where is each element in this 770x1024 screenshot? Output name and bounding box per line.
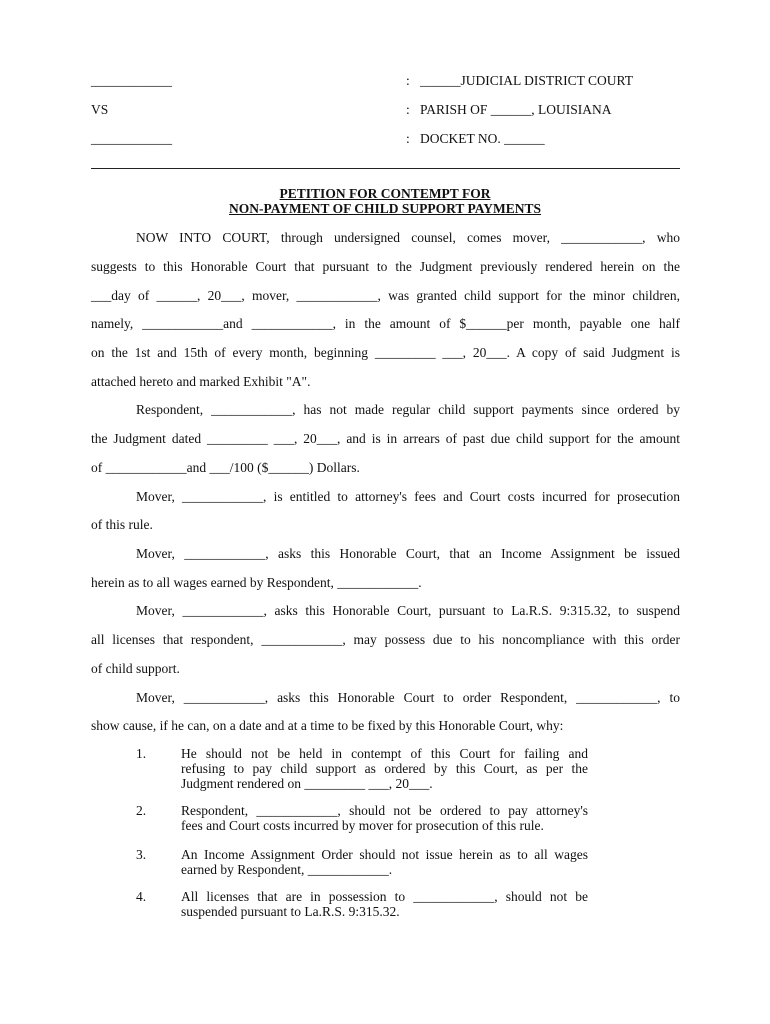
list-item xyxy=(181,803,588,833)
body-line: all licenses that respondent, ____________, may possess due to his noncompliance with this order xyxy=(91,632,680,647)
body-line: attached hereto and marked Exhibit "A". xyxy=(91,374,311,389)
item-number: 1. xyxy=(136,746,147,761)
court-name: ______JUDICIAL DISTRICT COURT xyxy=(420,73,633,88)
document-title-line-2: NON-PAYMENT OF CHILD SUPPORT PAYMENTS xyxy=(228,201,542,216)
list-item xyxy=(181,889,588,919)
item-line: Respondent, ____________, should not be ordered to pay attorney's xyxy=(181,803,588,818)
item-line: He should not be held in contempt of this Court for failing and xyxy=(181,746,588,761)
item-number: 4. xyxy=(136,889,147,904)
item-line: All licenses that are in possession to ____________, should not be xyxy=(181,889,588,904)
body-line: of ____________and ___/100 ($______) Dollars. xyxy=(91,460,360,475)
body-line: suggests to this Honorable Court that pursuant to the Judgment previously rendered herein on the xyxy=(91,259,680,274)
body-line: of child support. xyxy=(91,661,180,676)
body-line: Mover, ____________, asks this Honorable Court, pursuant to La.R.S. 9:315.32, to suspend xyxy=(136,603,680,618)
caption-colon: : xyxy=(406,102,410,117)
item-line: Judgment rendered on _________ ___, 20___. xyxy=(181,776,433,791)
item-line: fees and Court costs incurred by mover for prosecution of this rule. xyxy=(181,818,544,833)
parish-line: PARISH OF ______, LOUISIANA xyxy=(420,102,612,117)
list-item xyxy=(181,746,588,791)
body-line: ___day of ______, 20___, mover, ____________, was granted child support for the minor children, xyxy=(91,288,680,303)
caption-colon: : xyxy=(406,131,410,146)
body-line: herein as to all wages earned by Respondent, ____________. xyxy=(91,575,422,590)
body-line: on the 1st and 15th of every month, beginning _________ ___, 20___. A copy of said Judgment is xyxy=(91,345,680,360)
list-item xyxy=(181,847,588,877)
caption-colon: : xyxy=(406,73,410,88)
body-line: of this rule. xyxy=(91,517,153,532)
body-line: namely, ____________and ____________, in the amount of $______per month, payable one half xyxy=(91,316,680,331)
plaintiff-blank: ____________ xyxy=(91,73,172,88)
caption-divider xyxy=(91,168,680,169)
body-line: NOW INTO COURT, through undersigned counsel, comes mover, ____________, who xyxy=(136,230,680,245)
body-line: show cause, if he can, on a date and at a time to be fixed by this Honorable Court, why: xyxy=(91,718,564,733)
document-title-line-1: PETITION FOR CONTEMPT FOR xyxy=(279,186,491,201)
item-line: earned by Respondent, ____________. xyxy=(181,862,393,877)
body-line: Mover, ____________, is entitled to attorney's fees and Court costs incurred for prosecution xyxy=(136,489,680,504)
item-line: refusing to pay child support as ordered by this Court, as per the xyxy=(181,761,588,776)
item-line: An Income Assignment Order should not issue herein as to all wages xyxy=(181,847,588,862)
body-line: the Judgment dated _________ ___, 20___, and is in arrears of past due child support for the amount xyxy=(91,431,680,446)
body-line: Mover, ____________, asks this Honorable Court to order Respondent, ____________, to xyxy=(136,690,680,705)
defendant-blank: ____________ xyxy=(91,131,172,146)
item-number: 3. xyxy=(136,847,147,862)
body-line: Mover, ____________, asks this Honorable Court, that an Income Assignment be issued xyxy=(136,546,680,561)
versus-label: VS xyxy=(91,102,109,117)
item-line: suspended pursuant to La.R.S. 9:315.32. xyxy=(181,904,400,919)
docket-number: DOCKET NO. ______ xyxy=(420,131,545,146)
body-line: Respondent, ____________, has not made regular child support payments since ordered by xyxy=(136,402,680,417)
item-number: 2. xyxy=(136,803,147,818)
